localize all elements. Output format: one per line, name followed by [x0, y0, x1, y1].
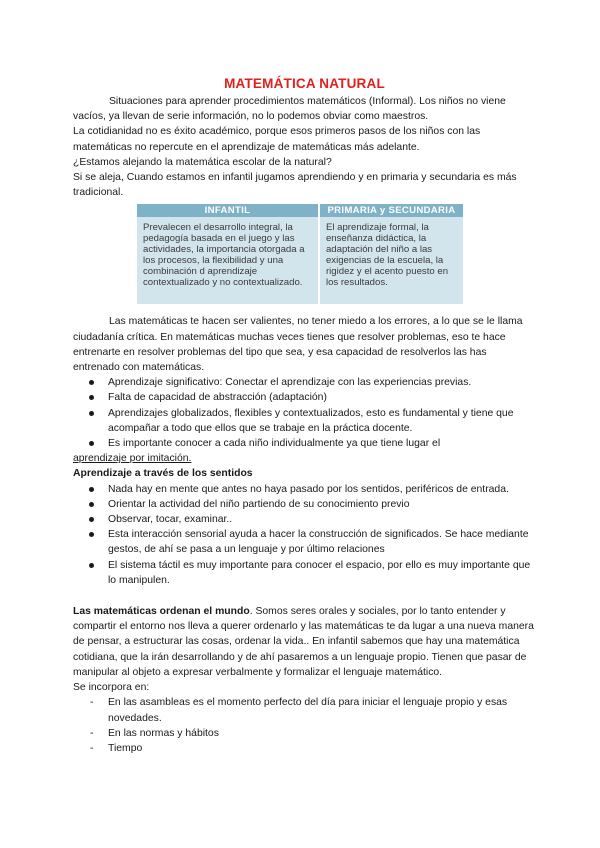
- list-item: Aprendizajes globalizados, flexibles y contextualizados, esto es fundamental y tiene que acompañar a todo que ellos que se trabaje en la práctica docente.: [73, 406, 536, 436]
- table-row: [137, 217, 463, 304]
- list-item: Aprendizaje significativo: Conectar el aprendizaje con las experiencias previas.: [73, 375, 536, 390]
- section2-bullet-list: [73, 482, 536, 588]
- section3-heading: Las matemáticas ordenan el mundo: [73, 606, 250, 618]
- section2-heading: Aprendizaje a través de los sentidos: [73, 468, 253, 480]
- list-item: Observar, tocar, examinar..: [73, 512, 536, 527]
- header-primaria-secundaria: PRIMARIA y SECUNDARIA: [319, 204, 463, 217]
- page-title: MATEMÁTICA NATURAL: [224, 76, 385, 91]
- list-item: Es importante conocer a cada niño individualmente ya que tiene lugar el: [73, 436, 536, 451]
- list-item: Orientar la actividad del niño partiendo de su conocimiento previo: [73, 497, 536, 512]
- intro-paragraph-1: Situaciones para aprender procedimientos matemáticos (Informal). Los niños no viene vacíos, ya llevan de serie información, no lo podemos obviar como maestros.: [73, 96, 506, 123]
- list-item: El sistema táctil es muy importante para conocer el espacio, por ello es muy importante que lo manipulen.: [73, 558, 536, 588]
- header-infantil: INFANTIL: [137, 204, 319, 217]
- section1-bullet-list: [73, 375, 536, 451]
- list-item: - En las asambleas es el momento perfecto del día para iniciar el lenguaje propio y esas novedades.: [73, 695, 536, 725]
- list-item: - Tiempo: [73, 741, 536, 756]
- intro-paragraph-2: La cotidianidad no es éxito académico, porque esos primeros pasos de los niños con las matemáticas no repercute en el aprendizaje de matemáticas más adelante.: [73, 126, 481, 153]
- cell-primaria-secundaria: El aprendizaje formal, la enseñanza didáctica, la adaptación del niño a las exigencias de la escuela, la rigidez y el acento puesto en los resultados.: [319, 217, 463, 304]
- cell-infantil: Prevalecen el desarrollo integral, la pedagogía basada en el juego y las actividades, la importancia otorgada a los procesos, la flexibilidad y una combinación d aprendizaje contextualizado y no contextualizado.: [137, 217, 319, 304]
- list-item: Esta interacción sensorial ayuda a hacer la construcción de significados. Se hace mediante gestos, de ahí se pasa a un lenguaje y por último relaciones: [73, 527, 536, 557]
- underlined-phrase: aprendizaje por imitación.: [73, 453, 192, 465]
- intro-paragraph-4: Si se aleja, Cuando estamos en infantil jugamos aprendiendo y en primaria y secundaria es más tradicional.: [73, 172, 517, 199]
- section1-paragraph: Las matemáticas te hacen ser valientes, no tener miedo a los errores, a lo que se le llama ciudadanía crítica. En matemáticas muchas veces tienes que resolver problemas, eso te hace entrenarte en resolver problemas del tipo que sea, y esa capacidad de resolverlos las has entrenado con matemáticas.: [73, 316, 523, 374]
- section3-text: . Somos seres orales y sociales, por lo tanto entender y compartir el entorno nos lleva a querer ordenarlo y las matemáticas te da lugar a una nueva manera de pensar, a estructurar las cosas, ordenar la vida.. En infantil sabemos que hay una matemática cotidiana, que la irán desarrollando y de ahí pasaremos a un lenguaje propio. Tienen que pasar de manipular al objeto a expresar verbalmente y formalizar el lenguaje matemático.: [73, 606, 534, 678]
- section3-paragraph: [73, 604, 536, 680]
- spacer: [73, 588, 536, 604]
- list-item: Nada hay en mente que antes no haya pasado por los sentidos, periféricos de entrada.: [73, 482, 536, 497]
- table-header-row: [137, 204, 463, 217]
- list-item: Falta de capacidad de abstracción (adaptación): [73, 390, 536, 405]
- comparison-table: [137, 204, 463, 304]
- section3-dash-list: [73, 695, 536, 756]
- list-item: - En las normas y hábitos: [73, 726, 536, 741]
- intro-question: ¿Estamos alejando la matemática escolar de la natural?: [73, 156, 332, 168]
- incorpora-label: Se incorpora en:: [73, 682, 150, 694]
